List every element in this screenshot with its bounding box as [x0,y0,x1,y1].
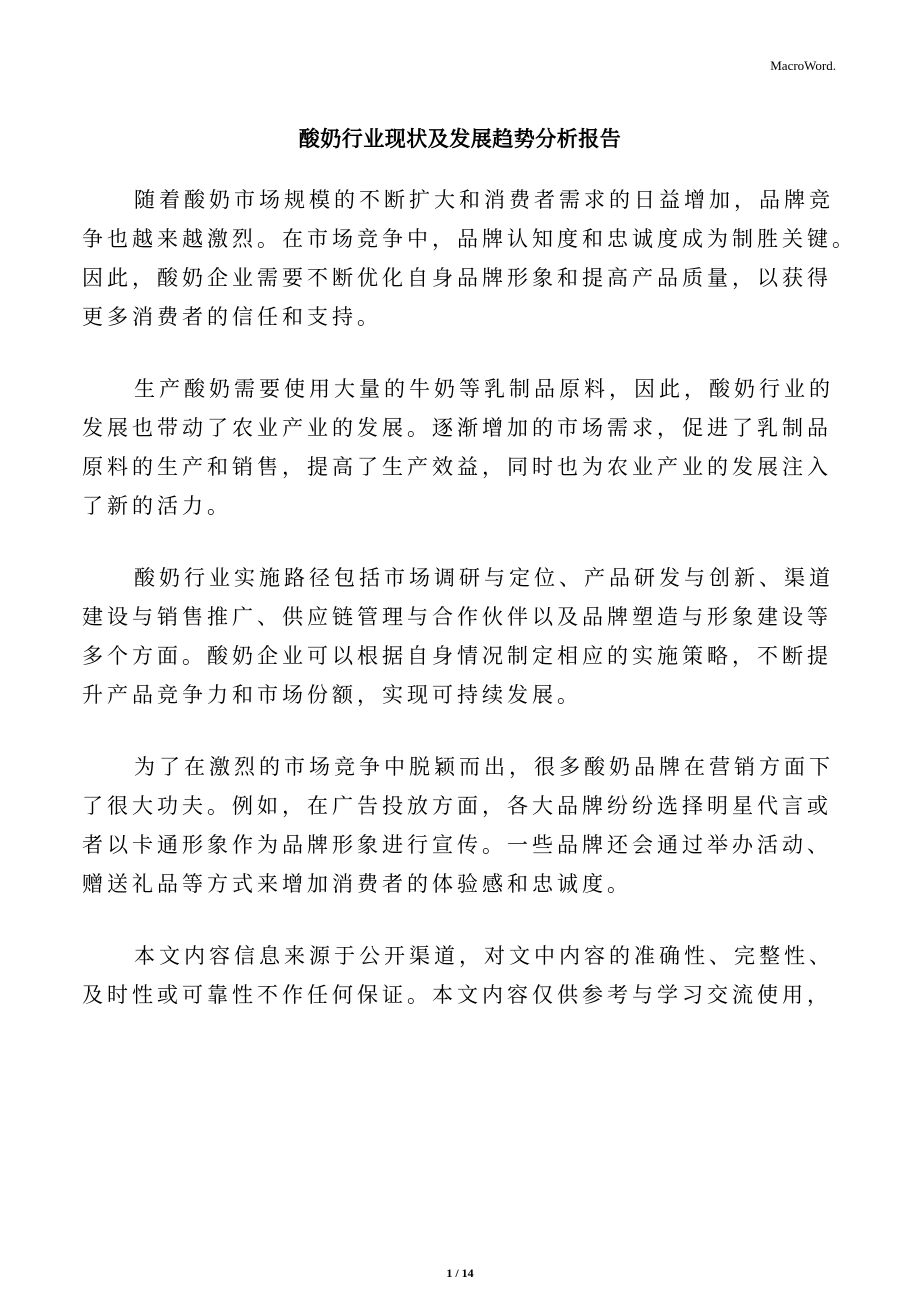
paragraph-line: 发展也带动了农业产业的发展。逐渐增加的市场需求，促进了乳制品 [82,416,832,440]
paragraph-line: 本文内容信息来源于公开渠道，对文中内容的准确性、完整性、 [134,944,834,968]
paragraph-line: 者以卡通形象作为品牌形象进行宣传。一些品牌还会通过举办活动、 [82,833,832,857]
paragraph-line: 升产品竞争力和市场份额，实现可持续发展。 [82,683,582,707]
paragraph [82,181,857,337]
paragraph-line: 争也越来越激烈。在市场竞争中，品牌认知度和忠诚度成为制胜关键。 [82,227,857,251]
paragraph-line: 为了在激烈的市场竞争中脱颖而出，很多酸奶品牌在营销方面下 [134,755,834,779]
paragraph [82,559,842,715]
paragraph-line: 赠送礼品等方式来增加消费者的体验感和忠诚度。 [82,872,632,896]
page-number: 1 / 14 [446,1266,474,1280]
paragraph [82,748,842,904]
paragraph [82,370,842,526]
paragraph-line: 多个方面。酸奶企业可以根据自身情况制定相应的实施策略，不断提 [82,644,832,668]
paragraph-line: 生产酸奶需要使用大量的牛奶等乳制品原料，因此，酸奶行业的 [134,377,834,401]
paragraph-line: 原料的生产和销售，提高了生产效益，同时也为农业产业的发展注入 [82,455,832,479]
paragraph-line: 随着酸奶市场规模的不断扩大和消费者需求的日益增加，品牌竞 [134,188,834,212]
paragraph-line: 更多消费者的信任和支持。 [82,305,382,329]
paragraph-line: 酸奶行业实施路径包括市场调研与定位、产品研发与创新、渠道 [134,566,834,590]
paragraph-line: 了很大功夫。例如，在广告投放方面，各大品牌纷纷选择明星代言或 [82,794,832,818]
header-watermark: MacroWord. [770,58,836,73]
paragraph-line: 及时性或可靠性不作任何保证。本文内容仅供参考与学习交流使用， [82,983,832,1007]
paragraph-line: 因此，酸奶企业需要不断优化自身品牌形象和提高产品质量，以获得 [82,266,832,290]
document-body [82,181,857,1048]
document-title: 酸奶行业现状及发展趋势分析报告 [298,127,622,151]
paragraph-line: 建设与销售推广、供应链管理与合作伙伴以及品牌塑造与形象建设等 [82,605,832,629]
paragraph-line: 了新的活力。 [82,494,232,518]
paragraph [82,937,842,1015]
